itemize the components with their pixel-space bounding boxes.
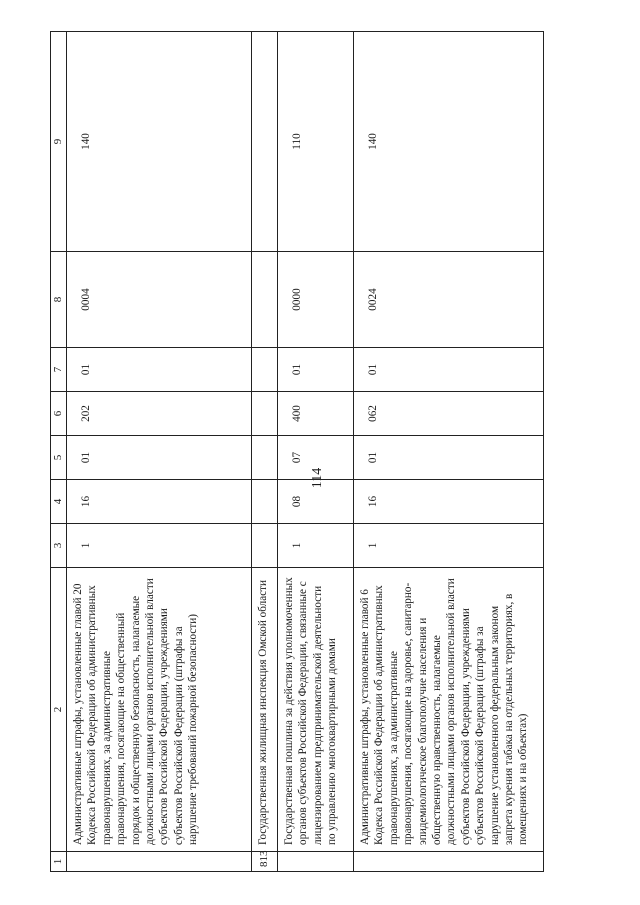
code-program — [252, 252, 278, 348]
header-col-7: 7 — [51, 348, 67, 392]
code-article: 07 — [278, 436, 354, 480]
table-row — [252, 32, 278, 872]
code-economic — [252, 32, 278, 252]
header-col-8: 8 — [51, 252, 67, 348]
code-group — [252, 524, 278, 568]
code-article: 01 — [67, 436, 252, 480]
code-subgroup: 16 — [67, 480, 252, 524]
header-col-1: 1 — [51, 852, 67, 872]
table-row — [278, 32, 354, 872]
code-element: 01 — [354, 348, 544, 392]
header-col-4: 4 — [51, 480, 67, 524]
budget-classification-table — [50, 31, 544, 872]
page-number: 114 — [310, 467, 325, 489]
table-row — [354, 32, 544, 872]
income-name: Государственная пошлина за действия уполномоченных органов субъектов Российской Федерации, связанные с лицензированием предпринимательской деятельности по управлению многоквартирными домами — [278, 568, 354, 852]
code-group: 1 — [67, 524, 252, 568]
table-row — [67, 32, 252, 872]
header-col-5: 5 — [51, 436, 67, 480]
income-name: Административные штрафы, установленные главой 6 Кодекса Российской Федерации об административных правонарушениях, за административные правонарушения, посягающие на здоровье, санитарно-эпидемиологическое благополучие населения и общественную нравственность, налагаемые должностными лицами органов исполнительной власти субъектов Российской Федерации, учреждениями субъектов Российской Федерации (штрафы за нарушение установленного федеральным законом запрета курения табака на отдельных территориях, в помещениях и на объектах) — [354, 568, 544, 852]
header-col-6: 6 — [51, 392, 67, 436]
code-subarticle: 062 — [354, 392, 544, 436]
code-subgroup: 08 — [278, 480, 354, 524]
admin-code — [354, 852, 544, 872]
header-col-9: 9 — [51, 32, 67, 252]
code-element: 01 — [67, 348, 252, 392]
admin-code: 813 — [252, 852, 278, 872]
header-col-2: 2 — [51, 568, 67, 852]
code-subarticle — [252, 392, 278, 436]
admin-code — [67, 852, 252, 872]
code-subgroup: 16 — [354, 480, 544, 524]
income-name: Государственная жилищная инспекция Омской области — [252, 568, 278, 852]
header-row — [51, 32, 67, 872]
code-subarticle: 400 — [278, 392, 354, 436]
code-subgroup — [252, 480, 278, 524]
code-element — [252, 348, 278, 392]
code-program: 0000 — [278, 252, 354, 348]
code-group: 1 — [354, 524, 544, 568]
code-economic: 140 — [354, 32, 544, 252]
admin-code — [278, 852, 354, 872]
code-article: 01 — [354, 436, 544, 480]
code-article — [252, 436, 278, 480]
code-economic: 140 — [67, 32, 252, 252]
code-group: 1 — [278, 524, 354, 568]
code-program: 0004 — [67, 252, 252, 348]
code-economic: 110 — [278, 32, 354, 252]
code-subarticle: 202 — [67, 392, 252, 436]
code-program: 0024 — [354, 252, 544, 348]
code-element: 01 — [278, 348, 354, 392]
header-col-3: 3 — [51, 524, 67, 568]
income-name: Административные штрафы, установленные главой 20 Кодекса Российской Федерации об административных правонарушениях, за административные правонарушения, посягающие на общественный порядок и общественную безопасность, налагаемые должностными лицами органов исполнительной власти субъектов Российской Федерации, учреждениями субъектов Российской Федерации (штрафы за нарушение требований пожарной безопасности) — [67, 568, 252, 852]
budget-classification-table-rotated — [50, 32, 543, 872]
